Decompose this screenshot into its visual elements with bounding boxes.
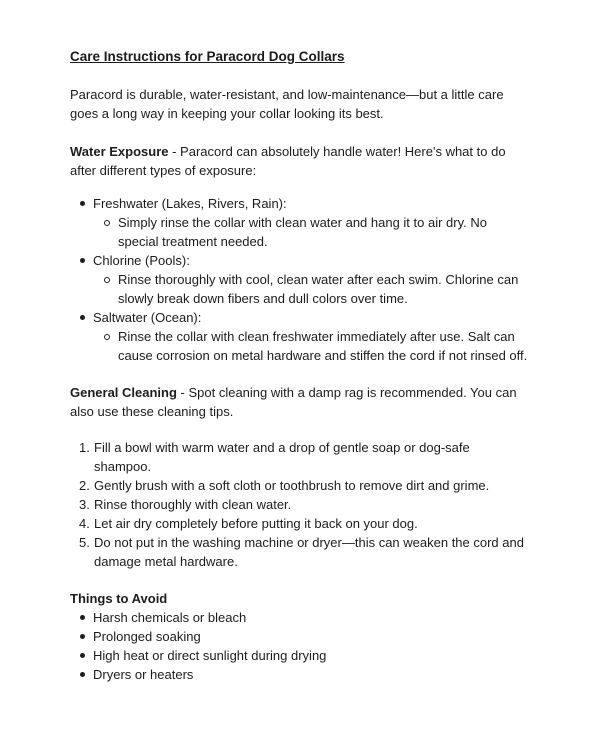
list-subitem-text: Rinse the collar with clean freshwater immediately after use. Salt can cause corrosion on metal hardware and stiffen the cord if not rinsed off. — [118, 329, 528, 363]
document-title: Care Instructions for Paracord Dog Collars — [70, 49, 345, 64]
avoid-item-text: Dryers or heaters — [93, 667, 194, 682]
water-exposure-paragraph — [70, 142, 530, 180]
step-text: Rinse thoroughly with clean water. — [94, 497, 292, 512]
avoid-item-1 — [70, 608, 530, 627]
bullet-dot-icon — [80, 258, 85, 263]
things-to-avoid-heading: Things to Avoid — [70, 591, 168, 606]
list-item-label: Saltwater (Ocean): — [93, 310, 202, 325]
step-item-4 — [70, 514, 530, 533]
step-text: Fill a bowl with warm water and a drop of gentle soap or dog-safe shampoo. — [94, 440, 470, 474]
step-text: Gently brush with a soft cloth or toothbrush to remove dirt and grime. — [94, 478, 490, 493]
bullet-dot-icon — [80, 653, 85, 658]
general-cleaning-heading: General Cleaning — [70, 385, 177, 400]
bullet-circle-icon — [104, 334, 110, 340]
list-subitem — [93, 213, 530, 251]
list-subitem — [93, 270, 530, 308]
step-item-1 — [70, 438, 530, 476]
step-item-3 — [70, 495, 530, 514]
water-exposure-list — [70, 194, 530, 365]
list-item-label: Freshwater (Lakes, Rivers, Rain): — [93, 196, 287, 211]
bullet-dot-icon — [80, 672, 85, 677]
avoid-item-text: Harsh chemicals or bleach — [93, 610, 247, 625]
bullet-circle-icon — [104, 220, 110, 226]
avoid-item-3 — [70, 646, 530, 665]
bullet-dot-icon — [80, 315, 85, 320]
list-subitem — [93, 327, 530, 365]
list-item-saltwater — [70, 308, 530, 365]
bullet-dot-icon — [80, 615, 85, 620]
water-exposure-text: - Paracord can absolutely handle water! Here's what to do after different types of exposure: — [70, 144, 506, 178]
list-item-freshwater — [70, 194, 530, 251]
step-item-5 — [70, 533, 530, 571]
avoid-item-text: High heat or direct sunlight during drying — [93, 648, 327, 663]
cleaning-steps-list — [70, 438, 530, 571]
bullet-dot-icon — [80, 634, 85, 639]
list-item-label: Chlorine (Pools): — [93, 253, 190, 268]
water-exposure-heading: Water Exposure — [70, 144, 169, 159]
things-to-avoid-list — [70, 608, 530, 684]
list-subitem-text: Rinse thoroughly with cool, clean water after each swim. Chlorine can slowly break down fibers and dull colors over time. — [118, 272, 519, 306]
general-cleaning-text: - Spot cleaning with a damp rag is recommended. You can also use these cleaning tips. — [70, 385, 517, 419]
bullet-dot-icon — [80, 201, 85, 206]
bullet-circle-icon — [104, 277, 110, 283]
general-cleaning-paragraph — [70, 383, 530, 421]
avoid-item-4 — [70, 665, 530, 684]
avoid-item-text: Prolonged soaking — [93, 629, 201, 644]
step-text: Do not put in the washing machine or dryer—this can weaken the cord and damage metal hardware. — [94, 535, 524, 569]
step-item-2 — [70, 476, 530, 495]
intro-paragraph: Paracord is durable, water-resistant, and low-maintenance—but a little care goes a long way in keeping your collar looking its best. — [70, 87, 504, 121]
list-subitem-text: Simply rinse the collar with clean water and hang it to air dry. No special treatment needed. — [118, 215, 487, 249]
list-item-chlorine — [70, 251, 530, 308]
step-text: Let air dry completely before putting it back on your dog. — [94, 516, 418, 531]
avoid-item-2 — [70, 627, 530, 646]
